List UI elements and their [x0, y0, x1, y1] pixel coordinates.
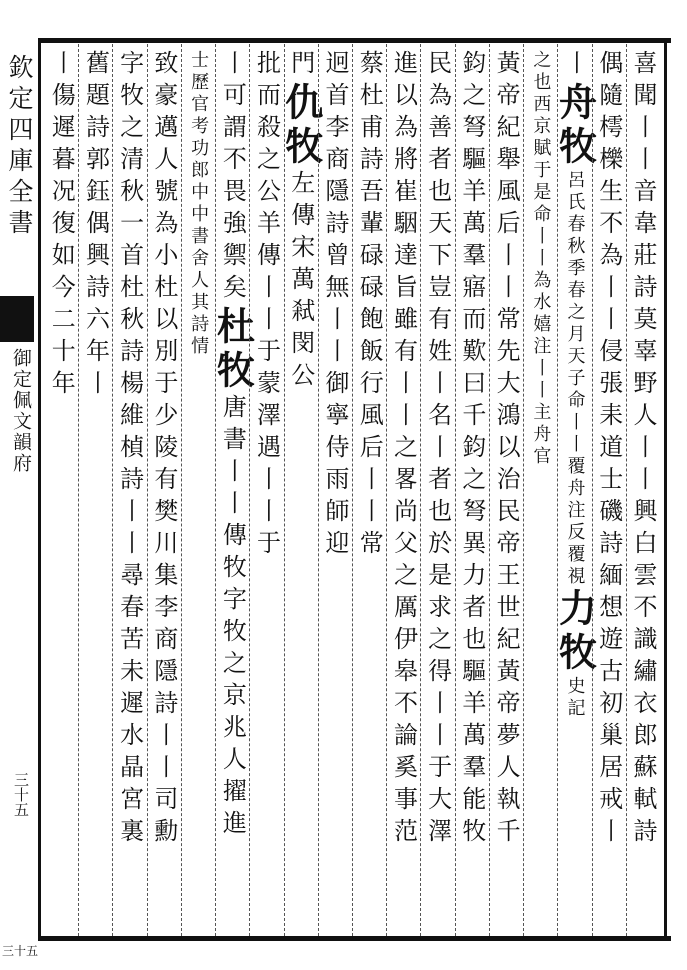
column-divider — [420, 44, 421, 936]
text-column — [352, 50, 386, 930]
text-column — [44, 50, 78, 930]
text-column — [552, 50, 598, 930]
text-segment: 門 — [286, 50, 315, 82]
column-divider — [147, 44, 148, 936]
column-divider — [112, 44, 113, 936]
text-segment: 之也西京賦于是命丨丨為水嬉注丨丨主舟官 — [530, 50, 552, 468]
text-column — [592, 50, 626, 930]
column-divider — [626, 44, 627, 936]
text-segment: 黃帝紀舉風后丨丨常先大鴻以治民帝王世紀黃帝夢人執千 — [492, 50, 521, 850]
column-divider — [557, 44, 558, 936]
fish-tail-mark — [0, 296, 34, 342]
text-segment: 喜聞丨丨音韋莊詩莫辜野人丨丨興白雲不識繡衣郎蘇軾詩 — [628, 50, 657, 850]
frame-left-border — [38, 38, 41, 941]
text-segment: 致豪邁人號為小杜以別于少陵有樊川集李商隱詩丨丨司勳 — [149, 50, 178, 850]
text-segment: 史記 — [564, 676, 586, 720]
frame-right-border — [664, 38, 667, 941]
column-divider — [455, 44, 456, 936]
frame-top-border — [38, 38, 671, 43]
margin-page-number: 三十五 — [12, 772, 30, 817]
column-divider — [523, 44, 524, 936]
column-divider — [284, 44, 285, 936]
text-segment: 舊題詩郭鈺偶興詩六年丨 — [81, 50, 110, 402]
text-segment: 士歷官考功郎中中書舍人其詩情 — [188, 50, 210, 358]
text-segment: 左傳宋萬弒閔公 — [286, 170, 315, 394]
text-column — [78, 50, 112, 930]
entry-headword: 舟牧 — [552, 82, 598, 170]
text-segment: 迥首李商隱詩曾無丨丨御寧侍雨師迎 — [320, 50, 349, 562]
margin-bottom-number: 三十五 — [2, 944, 39, 958]
text-segment: 唐書丨丨傳牧字牧之京兆人擢進 — [218, 394, 247, 842]
text-segment: 民為善者也天下豈有姓丨名丨者也於是求之得丨丨于大澤 — [423, 50, 452, 850]
text-segment: 丨 — [560, 50, 589, 82]
text-segment: 進以為將崔駰達旨雖有丨丨之畧尚父之厲伊皋不論奚事范 — [389, 50, 418, 850]
entry-headword: 力牧 — [552, 588, 598, 676]
text-column — [147, 50, 181, 930]
text-column — [420, 50, 454, 930]
text-column — [523, 50, 557, 930]
text-segment: 批而殺之公羊傳丨丨于蒙澤遇丨丨于 — [252, 50, 281, 562]
column-divider — [592, 44, 593, 936]
entry-headword: 杜牧 — [210, 306, 256, 394]
text-segment: 偶隨樗櫟生不為丨丨侵張耒道士磯詩緬想遊古初巢居戒丨 — [594, 50, 623, 850]
margin-title: 欽定四庫全書 — [5, 54, 34, 240]
entry-headword: 仇牧 — [278, 82, 324, 170]
column-divider — [352, 44, 353, 936]
column-divider — [78, 44, 79, 936]
text-column — [249, 50, 283, 930]
text-column — [455, 50, 489, 930]
column-divider — [181, 44, 182, 936]
column-divider — [489, 44, 490, 936]
text-column — [181, 50, 215, 930]
margin-strip — [0, 44, 39, 958]
text-segment: 鈞之弩驅羊萬羣寤而歎曰千鈞之弩異力者也驅羊萬羣能牧 — [457, 50, 486, 850]
text-column — [386, 50, 420, 930]
text-segment: 字牧之清秋一首杜秋詩楊維楨詩丨丨尋春苦未遲水晶宮裏 — [115, 50, 144, 850]
text-column — [210, 50, 256, 930]
frame-bottom-border — [38, 936, 671, 941]
text-column — [489, 50, 523, 930]
text-segment: 丨傷遲暮况復如今二十年 — [47, 50, 76, 402]
text-column — [112, 50, 146, 930]
column-divider — [215, 44, 216, 936]
text-column — [626, 50, 660, 930]
margin-subtitle: 御定佩文韻府 — [10, 348, 32, 474]
text-segment: 呂氏春秋季春之月天子命丨丨覆舟注反覆視 — [564, 170, 586, 588]
text-segment: 蔡杜甫詩吾輩碌碌飽飯行風后丨丨常 — [355, 50, 384, 562]
text-column — [278, 50, 324, 930]
column-divider — [318, 44, 319, 936]
text-segment: 丨可謂不畏強禦矣 — [218, 50, 247, 306]
column-divider — [386, 44, 387, 936]
text-column — [318, 50, 352, 930]
column-divider — [249, 44, 250, 936]
